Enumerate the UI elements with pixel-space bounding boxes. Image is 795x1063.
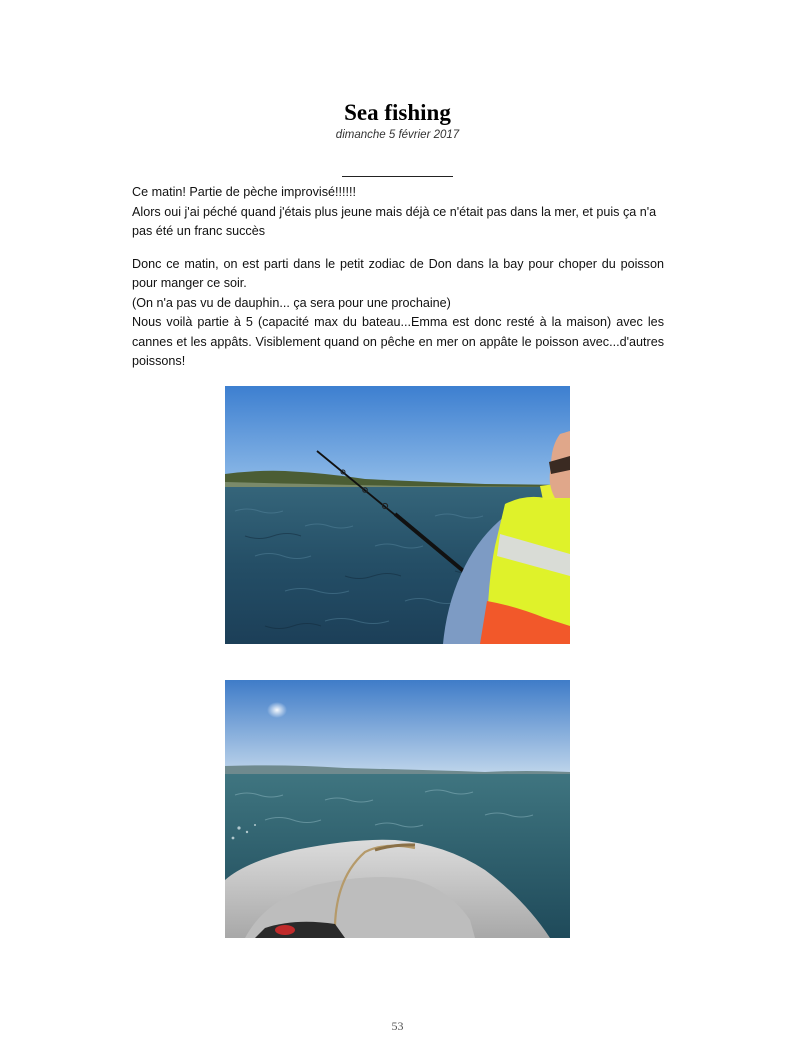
paragraph-line: Ce matin! Partie de pèche improvisé!!!!!! xyxy=(132,185,356,199)
photo-fishing-rod-image xyxy=(225,386,570,644)
post-date: dimanche 5 février 2017 xyxy=(335,129,460,141)
paragraph-line: Nous voilà partie à 5 (capacité max du bateau...Emma est donc resté à la maison) avec les cannes et les appâts. Visiblement quand on pêche en mer on appâte le poisson avec...d'autres poissons! xyxy=(132,315,664,368)
photo-fishing-rod xyxy=(225,386,570,644)
photo-inflatable-boat xyxy=(225,680,570,938)
page-number: 53 xyxy=(391,1019,404,1033)
paragraph-line: (On n'a pas vu de dauphin... ça sera pour une prochaine) xyxy=(132,295,451,310)
title-divider xyxy=(342,176,453,177)
photo-inflatable-boat-image xyxy=(225,680,570,938)
paragraph-line: Alors oui j'ai péché quand j'étais plus jeune mais déjà ce n'était pas dans la mer, et puis ça n'a pas été un franc succès xyxy=(132,204,657,238)
article-body xyxy=(132,183,664,372)
page-title: Sea fishing xyxy=(344,100,451,125)
paragraph-line: Donc ce matin, on est parti dans le petit zodiac de Don dans la bay pour choper du poisson pour manger ce soir. xyxy=(132,256,664,290)
paragraph-gap xyxy=(132,242,664,255)
